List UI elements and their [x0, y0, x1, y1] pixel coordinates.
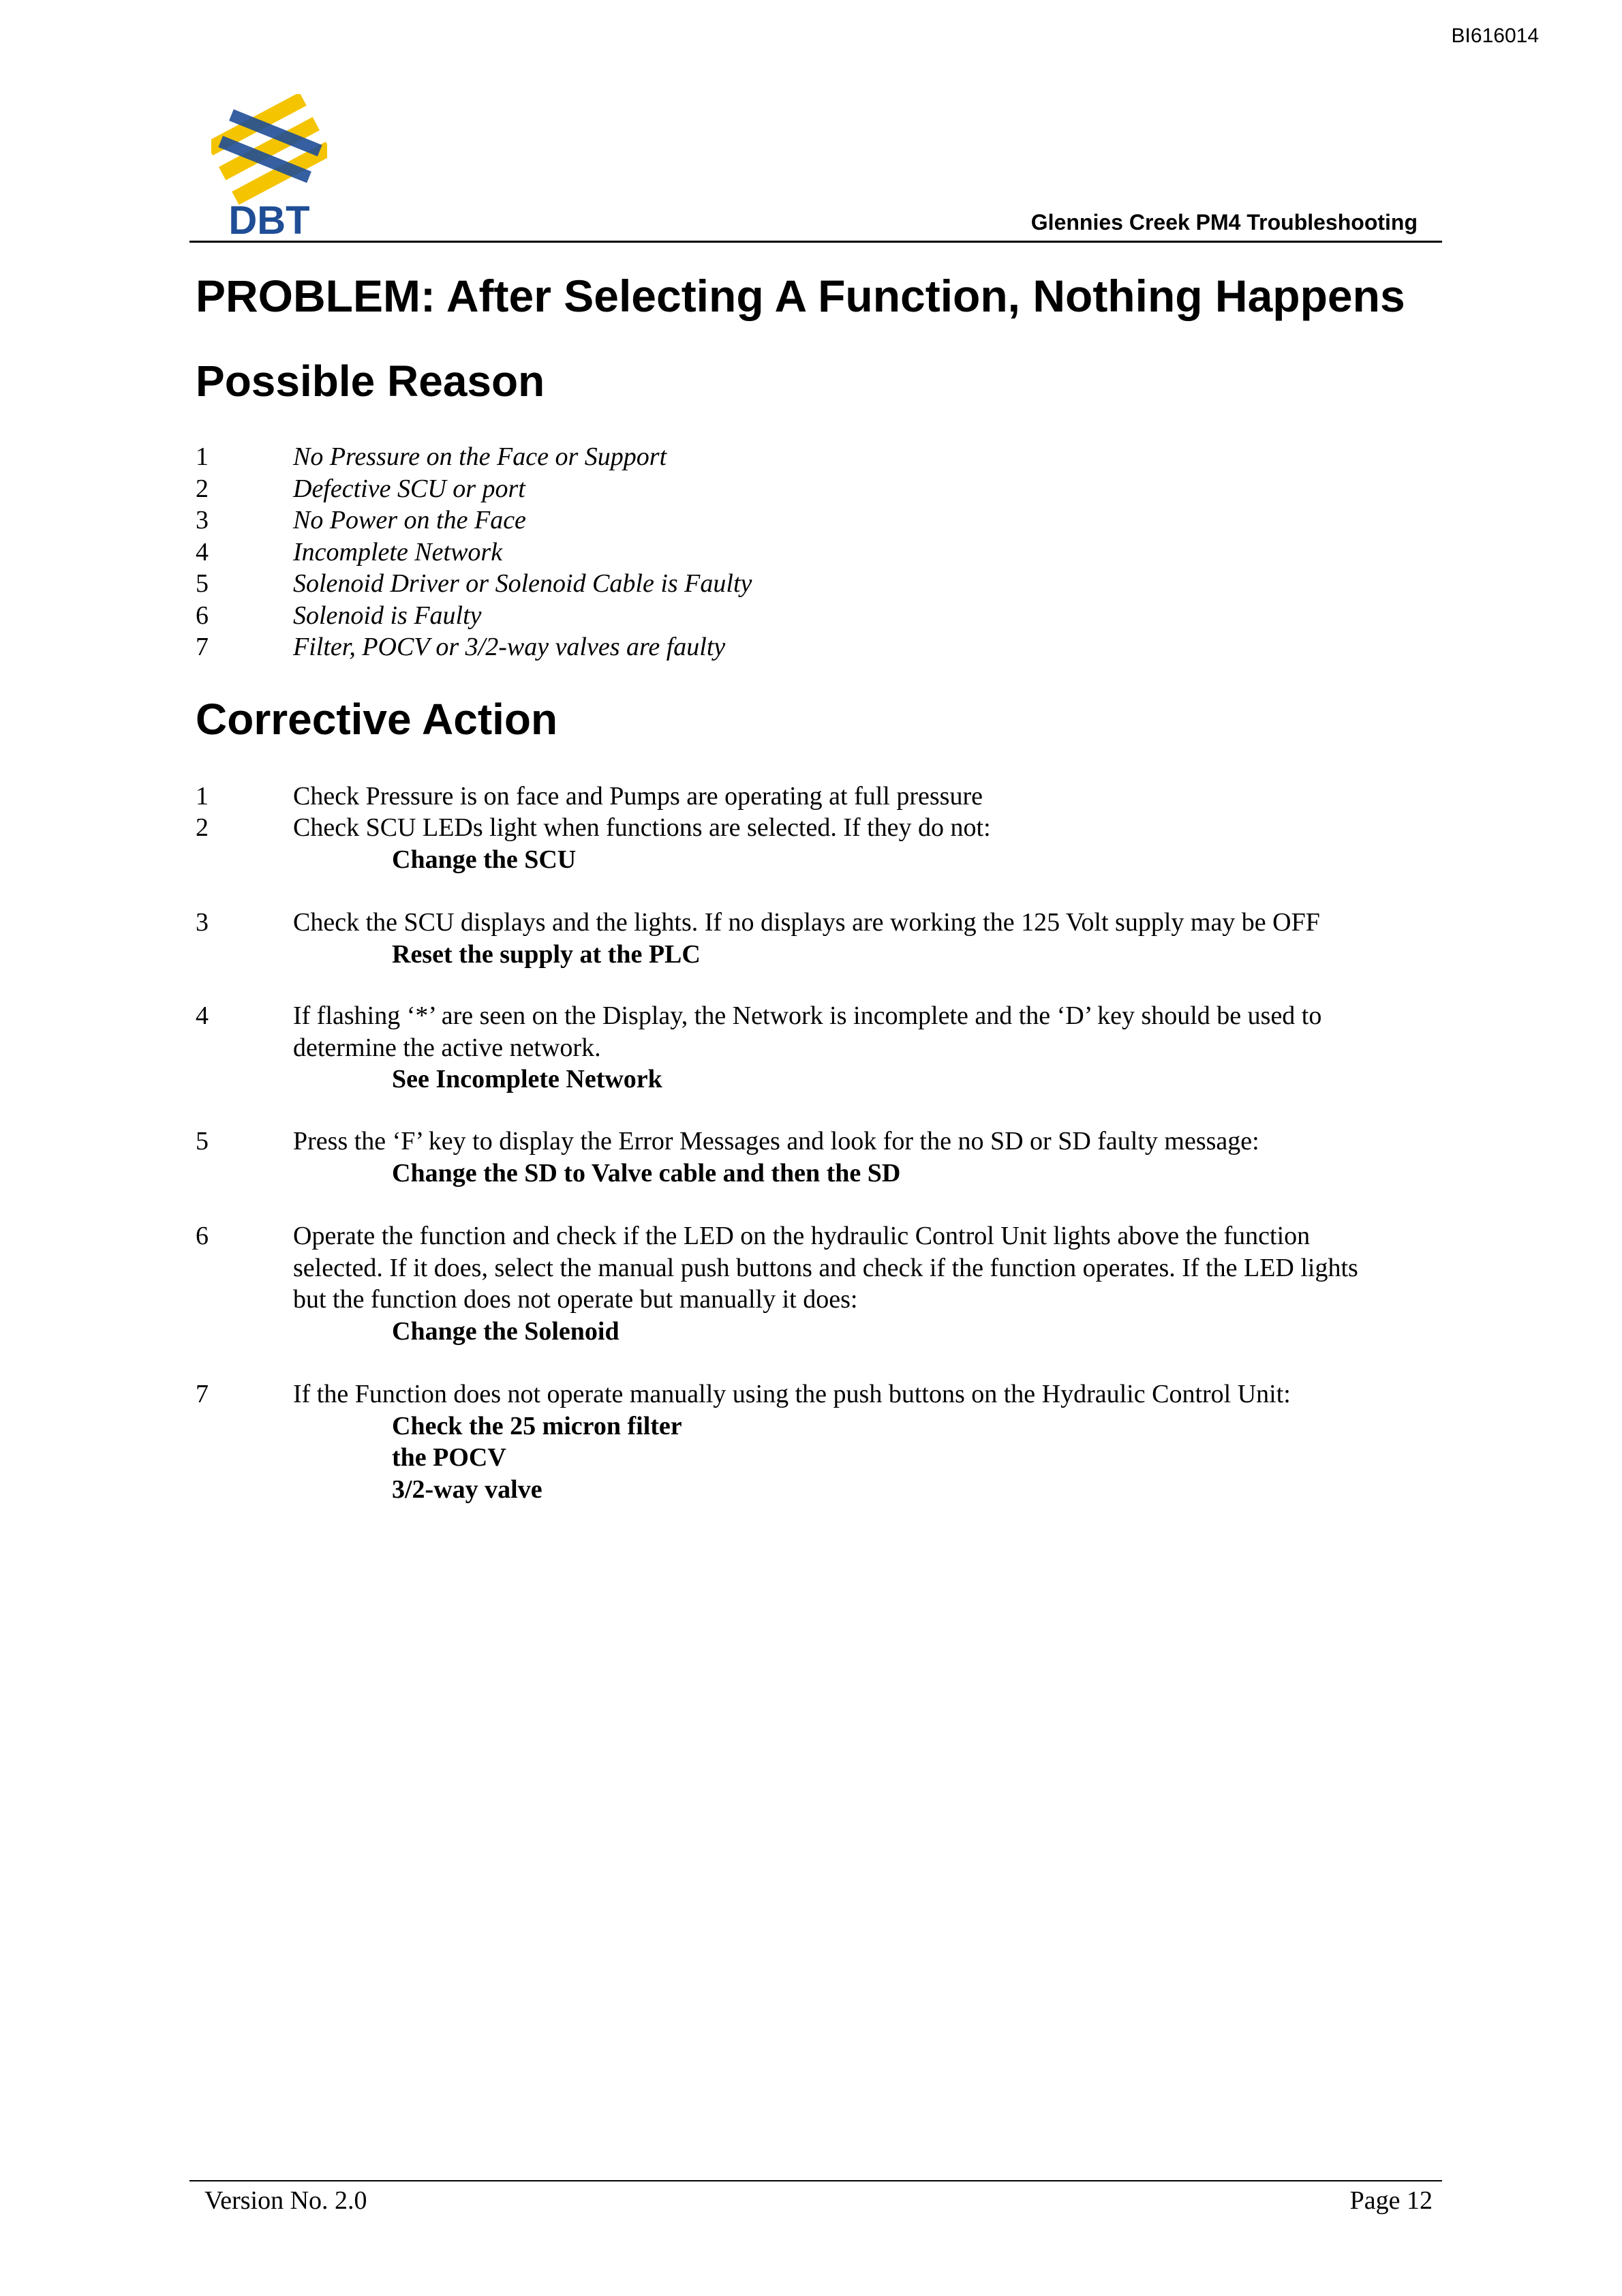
- logo-text: DBT: [228, 198, 310, 241]
- action-step: 3/2-way valve: [392, 1475, 542, 1504]
- action-step: Reset the supply at the PLC: [392, 939, 701, 969]
- reason-text: Filter, POCV or 3/2-way valves are faulty: [293, 633, 726, 661]
- possible-reason-heading: Possible Reason: [196, 357, 545, 406]
- problem-title: PROBLEM: After Selecting A Function, Nothing Happens: [196, 271, 1405, 321]
- reason-text: Solenoid Driver or Solenoid Cable is Faulty: [293, 569, 752, 598]
- action-number: 1: [196, 782, 209, 811]
- action-step: Check the 25 micron filter: [392, 1411, 682, 1440]
- action-item: [196, 812, 1443, 875]
- action-step: Change the SCU: [392, 845, 577, 874]
- action-number: 5: [196, 1127, 209, 1155]
- action-step: Change the Solenoid: [392, 1316, 619, 1346]
- reason-number: 6: [196, 601, 209, 630]
- header-rule: [189, 241, 1442, 243]
- reason-text: Defective SCU or port: [293, 474, 525, 503]
- reason-number: 3: [196, 506, 209, 534]
- reason-text: No Power on the Face: [293, 506, 526, 534]
- action-item: [196, 781, 1443, 813]
- footer-rule: [189, 2180, 1442, 2181]
- action-text: If flashing ‘*’ are seen on the Display, the Network is incomplete and the ‘D’ key should be used to: [293, 1001, 1322, 1030]
- action-number: 4: [196, 1001, 209, 1030]
- action-text: Check SCU LEDs light when functions are selected. If they do not:: [293, 813, 991, 842]
- action-step: Change the SD to Valve cable and then the SD: [392, 1158, 901, 1188]
- version-number: Version No. 2.0: [204, 2186, 367, 2215]
- action-number: 7: [196, 1380, 209, 1408]
- action-number: 2: [196, 813, 209, 842]
- action-text: Operate the function and check if the LED on the hydraulic Control Unit lights above the function: [293, 1222, 1311, 1250]
- action-item: [196, 1000, 1443, 1096]
- action-number: 3: [196, 908, 209, 937]
- header-title: Glennies Creek PM4 Troubleshooting: [1030, 210, 1418, 235]
- action-text: Check Pressure is on face and Pumps are operating at full pressure: [293, 782, 983, 811]
- action-step: See Incomplete Network: [392, 1065, 662, 1093]
- reason-text: Incomplete Network: [293, 537, 503, 567]
- action-text: but the function does not operate but manually it does:: [293, 1285, 858, 1314]
- reason-text: Solenoid is Faulty: [293, 601, 482, 630]
- reason-number: 5: [196, 569, 209, 598]
- dbt-logo: [211, 94, 327, 241]
- reason-number: 4: [196, 537, 209, 567]
- action-item: [196, 1378, 1443, 1505]
- document-id: BI616014: [1451, 25, 1539, 47]
- reason-number: 2: [196, 474, 209, 503]
- action-item: [196, 1126, 1443, 1189]
- action-item: [196, 907, 1443, 970]
- action-text: selected. If it does, select the manual push buttons and check if the function operates. If the LED lights: [293, 1253, 1358, 1282]
- action-step: the POCV: [392, 1443, 506, 1472]
- corrective-action-heading: Corrective Action: [196, 695, 558, 744]
- action-text: determine the active network.: [293, 1033, 601, 1062]
- reason-text: No Pressure on the Face or Support: [293, 442, 667, 471]
- action-item: [196, 1220, 1443, 1347]
- reason-number: 7: [196, 633, 209, 661]
- action-text: Check the SCU displays and the lights. If no displays are working the 125 Volt supply may be OFF: [293, 908, 1320, 937]
- action-text: Press the ‘F’ key to display the Error Messages and look for the no SD or SD faulty message:: [293, 1127, 1259, 1155]
- action-number: 6: [196, 1222, 209, 1250]
- action-text: If the Function does not operate manually using the push buttons on the Hydraulic Control Unit:: [293, 1380, 1291, 1408]
- reason-number: 1: [196, 442, 209, 471]
- page-number: Page 12: [1349, 2186, 1433, 2215]
